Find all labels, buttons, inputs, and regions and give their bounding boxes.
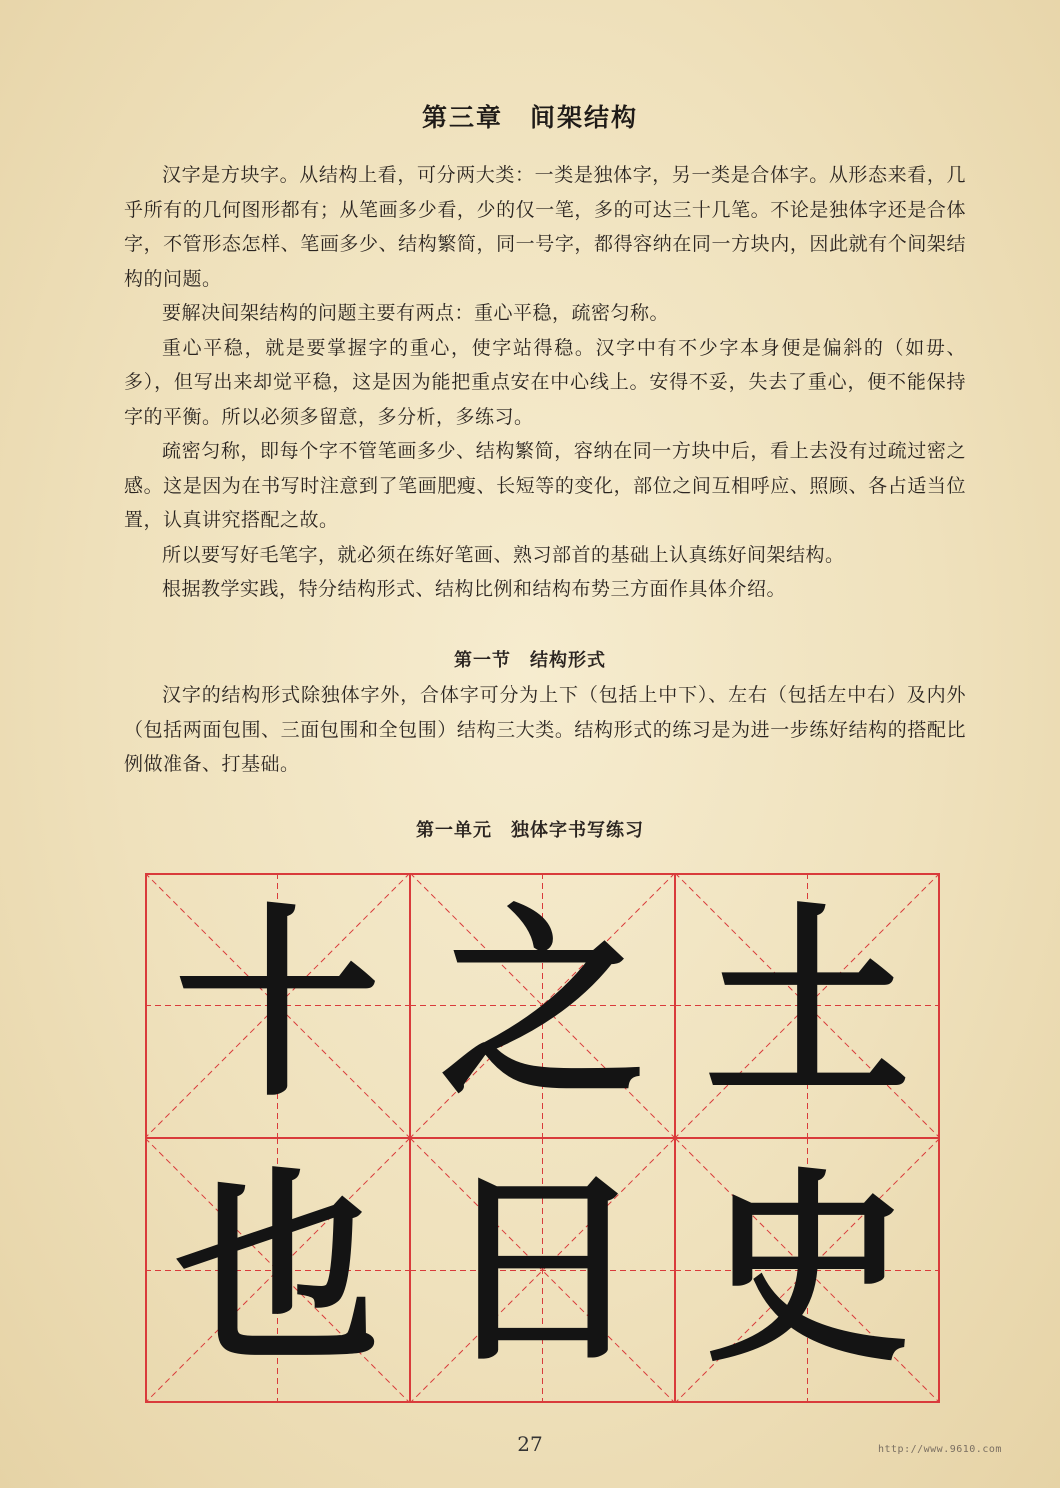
intro-paragraph: 所以要写好毛笔字，就必须在练好笔画、熟习部首的基础上认真练好间架结构。 — [162, 543, 845, 566]
watermark: http://www.9610.com — [878, 1444, 1002, 1455]
intro-paragraph: 重心平稳，就是要掌握字的重心，使字站得稳。汉字中有不少字本身便是偏斜的（如毋、多），但写出来却觉平稳，这是因为能把重点安在中心线上。安得不妥，失去了重心，便不能保持字的平衡。所以必须多留意，多分析，多练习。 — [124, 336, 966, 428]
section-title: 第一节 结构形式 — [454, 650, 606, 671]
practice-char: 十 — [175, 885, 380, 1125]
intro-paragraph: 疏密匀称，即每个字不管笔画多少、结构繁简，容纳在同一方块中后，看上去没有过疏过密之感。这是因为在书写时注意到了笔画肥瘦、长短等的变化，部位之间互相呼应、照顾、各占适当位置，认真讲究搭配之故。 — [124, 440, 966, 531]
section-text — [124, 678, 966, 782]
practice-grid — [145, 873, 940, 1403]
practice-char: 史 — [705, 1150, 910, 1390]
chapter-title: 第三章 间架结构 — [421, 103, 638, 132]
unit-title: 第一单元 独体字书写练习 — [416, 820, 644, 841]
practice-char: 土 — [705, 885, 910, 1125]
practice-char: 之 — [440, 885, 645, 1125]
section-paragraph: 汉字的结构形式除独体字外，合体字可分为上下（包括上中下）、左右（包括左中右）及内外（包括两面包围、三面包围和全包围）结构三大类。结构形式的练习是为进一步练好结构的搭配比例做准备、打基础。 — [124, 684, 966, 775]
intro-paragraph: 根据教学实践，特分结构形式、结构比例和结构布势三方面作具体介绍。 — [162, 578, 787, 600]
practice-char: 日 — [440, 1150, 645, 1390]
intro-paragraph: 要解决间架结构的问题主要有两点：重心平稳，疏密匀称。 — [162, 302, 670, 324]
page-number: 27 — [517, 1432, 543, 1456]
intro-text — [124, 158, 966, 607]
practice-char: 也 — [175, 1150, 380, 1390]
intro-paragraph: 汉字是方块字。从结构上看，可分两大类：一类是独体字，另一类是合体字。从形态来看，几乎所有的几何图形都有；从笔画多少看，少的仅一笔，多的可达三十几笔。不论是独体字还是合体字，不管形态怎样、笔画多少、结构繁简，同一号字，都得容纳在同一方块内，因此就有个间架结构的问题。 — [124, 164, 966, 290]
